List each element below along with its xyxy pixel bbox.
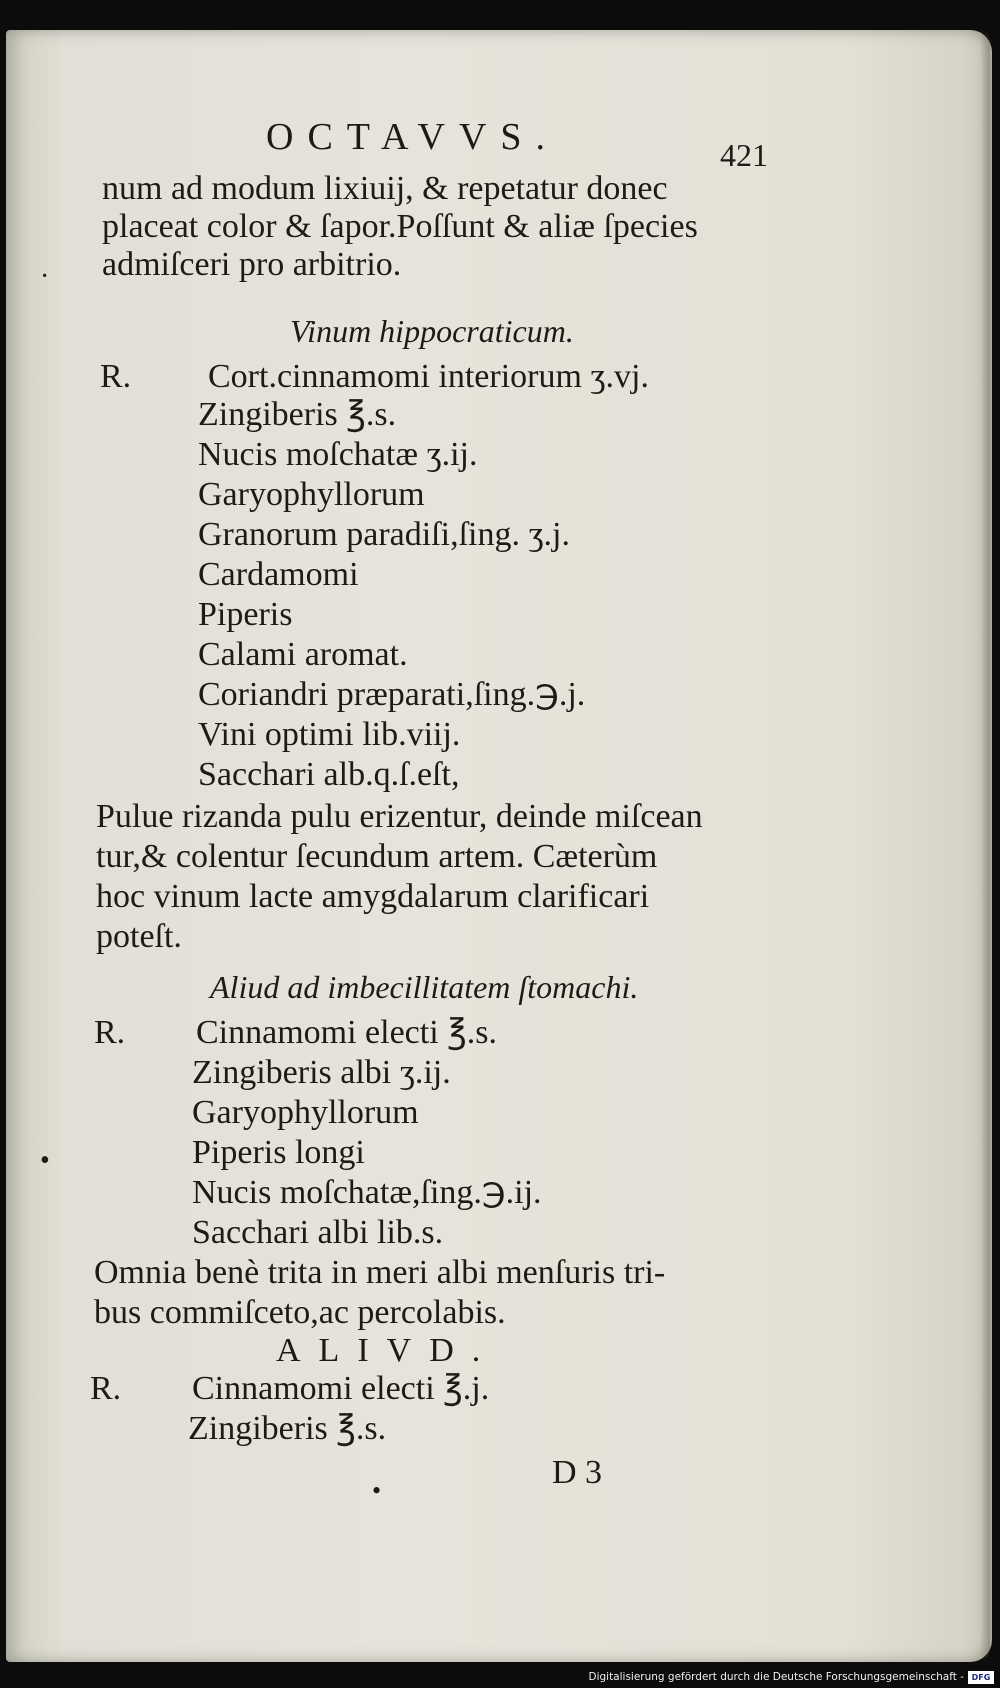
recipe-label: R.	[100, 358, 132, 395]
dfg-logo-icon: DFG	[968, 1671, 994, 1684]
ingredient-line: Nucis moſchatæ ʒ.ij.	[198, 436, 478, 473]
running-title: OCTAVVS.	[266, 116, 560, 158]
intro-line: num ad modum lixiuij, & repetatur donec	[102, 170, 668, 207]
page-edge	[980, 30, 990, 1662]
ingredient-line: Granorum paradiſi,ſing. ʒ.j.	[198, 516, 571, 553]
ingredient-line: Zingiberis ℥.s.	[188, 1410, 387, 1447]
ingredient-line: Cardamomi	[198, 556, 359, 593]
section-heading: Aliud ad imbecillitatem ſtomachi.	[210, 969, 639, 1005]
instruction-line: hoc vinum lacte amygdalarum clarificari	[96, 878, 650, 915]
instruction-line: Omnia benè trita in meri albi menſuris tri-	[94, 1254, 666, 1291]
ingredient-line: Cinnamomi electi ℥.s.	[196, 1014, 498, 1051]
section-heading: ALIVD.	[276, 1332, 499, 1369]
recipe-label: R.	[94, 1014, 126, 1051]
signature-mark: D 3	[552, 1454, 603, 1491]
ingredient-line: Coriandri præparati,ſing.℈.j.	[198, 676, 586, 713]
section-heading: Vinum hippocraticum.	[290, 313, 574, 349]
ingredient-line: Garyophyllorum	[192, 1094, 419, 1131]
ingredient-line: Cinnamomi electi ℥.j.	[192, 1370, 490, 1407]
ingredient-line: Zingiberis ℥.s.	[198, 396, 397, 433]
credit-text: Digitalisierung gefördert durch die Deutsche Forschungsgemeinschaft -	[588, 1671, 964, 1683]
ingredient-line: Piperis	[198, 596, 293, 633]
ingredient-line: Sacchari albi lib.s.	[192, 1214, 444, 1251]
ingredient-line: Garyophyllorum	[198, 476, 425, 513]
ingredient-line: Cort.cinnamomi interiorum ʒ.vj.	[208, 358, 649, 395]
ingredient-line: Nucis moſchatæ,ſing.℈.ij.	[192, 1174, 542, 1211]
ingredient-line: Calami aromat.	[198, 636, 408, 673]
intro-line: admiſceri pro arbitrio.	[102, 246, 402, 283]
instruction-line: tur,& colentur ſecundum artem. Cæterùm	[96, 838, 658, 875]
instruction-line: Pulue rizanda pulu erizentur, deinde miſcean	[96, 798, 703, 835]
instruction-line: bus commiſceto,ac percolabis.	[94, 1294, 506, 1331]
ingredient-line: Vini optimi lib.viij.	[198, 716, 461, 753]
instruction-line: poteſt.	[96, 918, 182, 955]
ingredient-line: Piperis longi	[192, 1134, 365, 1171]
intro-line: placeat color & ſapor.Poſſunt & aliæ ſpecies	[102, 208, 698, 245]
ingredient-line: Sacchari alb.q.ſ.eſt,	[198, 756, 460, 793]
recipe-label: R.	[90, 1370, 122, 1407]
margin-mark: •	[40, 1145, 50, 1176]
page-number: 421	[720, 137, 768, 173]
footer-dot: •	[372, 1476, 382, 1505]
ingredient-line: Zingiberis albi ʒ.ij.	[192, 1054, 451, 1091]
digitization-credit	[588, 1669, 994, 1685]
margin-mark: ·	[40, 261, 50, 292]
